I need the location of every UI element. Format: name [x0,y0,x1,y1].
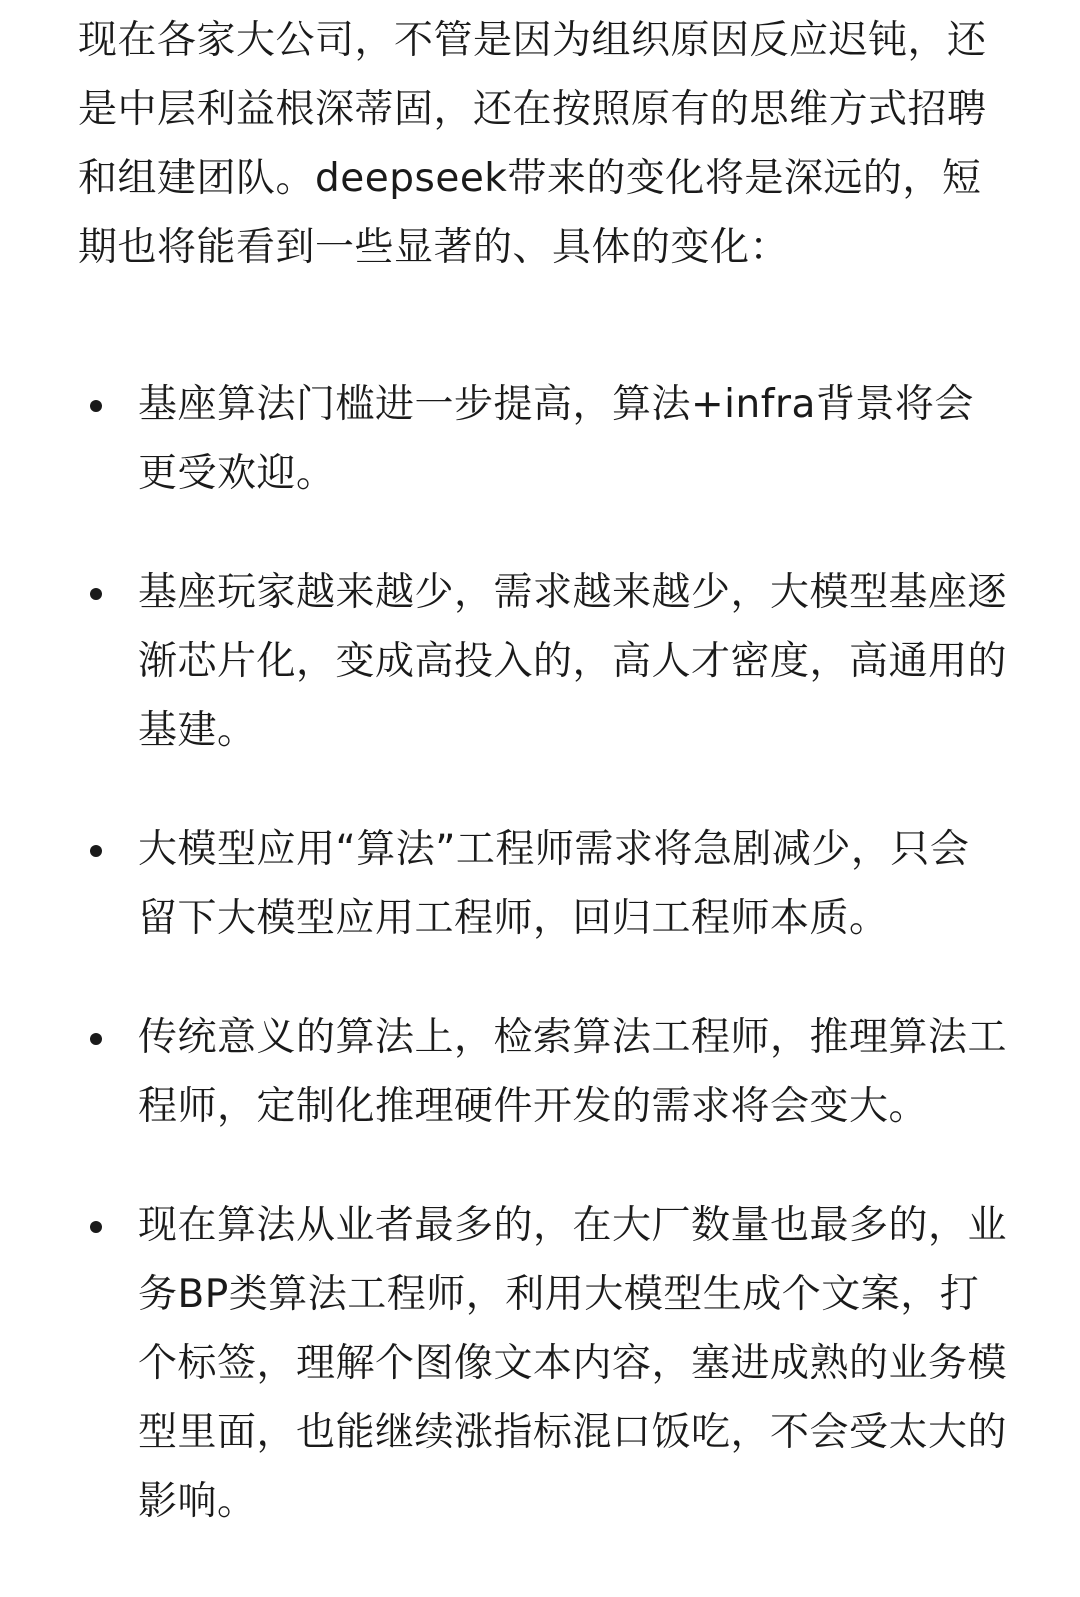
bullet-dot-icon [90,588,102,600]
bullet-dot-icon [90,400,102,412]
bullet-item [78,370,1008,508]
bullet-dot-icon [90,1033,102,1045]
bullet-text: 基座玩家越来越少，需求越来越少，大模型基座逐渐芯片化，变成高投入的，高人才密度，高通用的基建。 [138,570,1008,753]
bullet-item [78,1191,1008,1536]
bullet-text: 基座算法门槛进一步提高，算法+infra背景将会更受欢迎。 [138,382,974,496]
bullet-text: 大模型应用“算法”工程师需求将急剧减少，只会留下大模型应用工程师，回归工程师本质。 [138,827,970,941]
bullet-item [78,1003,1008,1141]
bullet-list [78,370,1024,1536]
bullet-text: 现在算法从业者最多的，在大厂数量也最多的，业务BP类算法工程师，利用大模型生成个文案，打个标签，理解个图像文本内容，塞进成熟的业务模型里面，也能继续涨指标混口饭吃，不会受太大的影响。 [138,1203,1008,1524]
intro-paragraph: 现在各家大公司，不管是因为组织原因反应迟钝，还是中层利益根深蒂固，还在按照原有的思维方式招聘和组建团队。deepseek带来的变化将是深远的，短期也将能看到一些显著的、具体的变化： [78,18,987,270]
bullet-dot-icon [90,845,102,857]
bullet-item [78,558,1008,765]
bullet-item [78,815,1008,953]
bullet-text: 传统意义的算法上，检索算法工程师，推理算法工程师，定制化推理硬件开发的需求将会变大。 [138,1015,1008,1129]
bullet-dot-icon [90,1221,102,1233]
